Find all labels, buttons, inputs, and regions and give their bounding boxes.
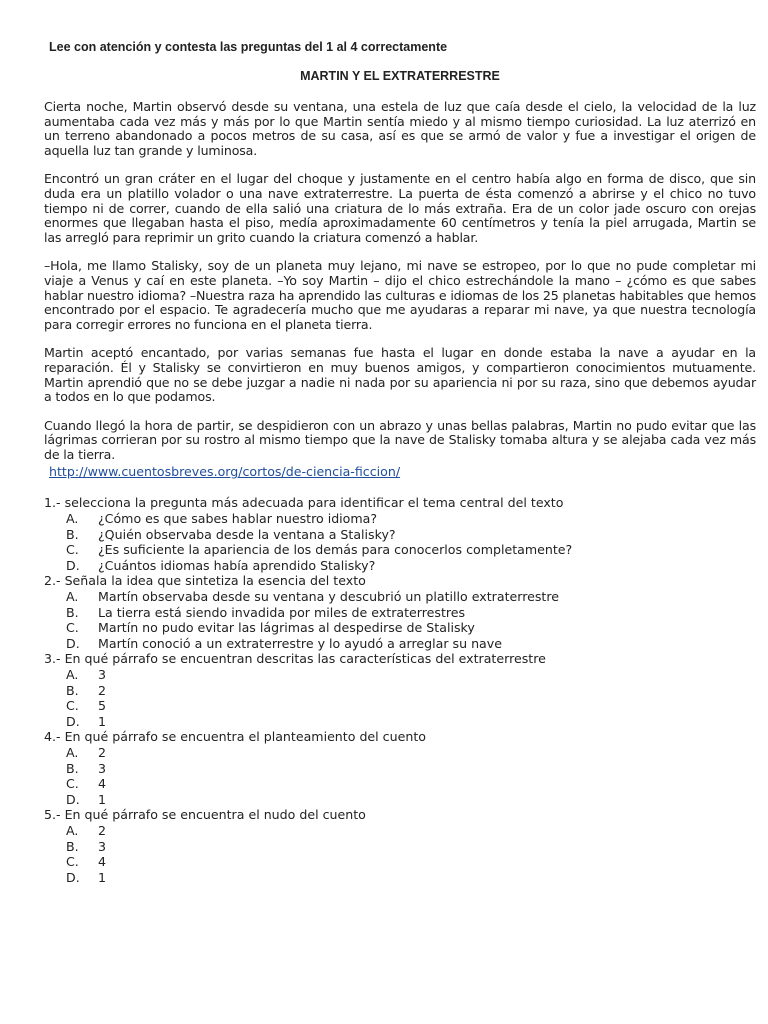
option-d: D. 1 bbox=[66, 869, 107, 885]
option-b: B. 3 bbox=[66, 760, 107, 776]
option-c: C. 5 bbox=[66, 698, 107, 714]
story-title: MARTIN Y EL EXTRATERRESTRE bbox=[300, 69, 500, 83]
source-link[interactable]: http://www.cuentosbreves.org/cortos/de-ciencia-ficcion/ bbox=[49, 464, 401, 480]
paragraph-4: Martin aceptó encantado, por varias semanas fue hasta el lugar en donde estaba la nave a ayudar en la reparación. Él y Stalisky se convirtieron en muy buenos amigos, y compartieron conocimientos mutuamente. Martin aprendió que no se debe juzgar a nadie ni nada por su apariencia ni por su raza, sino que debemos ayudar a todos en lo que podamos. bbox=[44, 345, 756, 405]
option-d: D. ¿Cuántos idiomas había aprendido Stalisky? bbox=[66, 557, 376, 573]
question-3 bbox=[44, 651, 756, 729]
question-1 bbox=[44, 495, 756, 573]
option-a: A. 2 bbox=[66, 822, 107, 838]
option-c: C. ¿Es suficiente la apariencia de los demás para conocerlos completamente? bbox=[66, 542, 573, 558]
options-list bbox=[44, 823, 756, 885]
question-text: 5.- En qué párrafo se encuentra el nudo del cuento bbox=[44, 807, 366, 823]
instructions-heading: Lee con atención y contesta las preguntas del 1 al 4 correctamente bbox=[49, 40, 448, 54]
option-a: A. Martín observaba desde su ventana y descubrió un platillo extraterrestre bbox=[66, 589, 560, 605]
question-2 bbox=[44, 573, 756, 651]
option-d: D. 1 bbox=[66, 713, 107, 729]
option-b: B. 2 bbox=[66, 682, 107, 698]
questions-section bbox=[44, 495, 756, 885]
question-text: 1.- selecciona la pregunta más adecuada para identificar el tema central del texto bbox=[44, 495, 564, 511]
option-b: B. La tierra está siendo invadida por miles de extraterrestres bbox=[66, 604, 466, 620]
option-a: A. ¿Cómo es que sabes hablar nuestro idioma? bbox=[66, 511, 378, 527]
option-c: C. Martín no pudo evitar las lágrimas al despedirse de Stalisky bbox=[66, 620, 475, 636]
document-page bbox=[44, 40, 756, 885]
option-a: A. 3 bbox=[66, 667, 107, 682]
option-a: A. 2 bbox=[66, 744, 107, 760]
paragraph-1: Cierta noche, Martin observó desde su ventana, una estela de luz que caía desde el cielo, la velocidad de la luz aumentaba cada vez más y más por lo que Martin sentía miedo y al mismo tiempo curiosidad. La luz aterrizó en un terreno abandonado a pocos metros de su casa, así es que se armó de valor y fue a investigar el origen de aquella luz tan grande y luminosa. bbox=[44, 99, 756, 158]
question-text: 2.- Señala la idea que sintetiza la esencia del texto bbox=[44, 573, 366, 589]
paragraph-5: Cuando llegó la hora de partir, se despidieron con un abrazo y unas bellas palabras, Martin no pudo evitar que las lágrimas corrieran por su rostro al mismo tiempo que la nave de Stalisky tomaba altura y se alejaba cada vez más de la tierra. bbox=[44, 417, 756, 462]
question-5 bbox=[44, 807, 756, 885]
options-list bbox=[44, 745, 756, 807]
option-b: B. ¿Quién observaba desde la ventana a Stalisky? bbox=[66, 526, 396, 542]
paragraph-2: Encontró un gran cráter en el lugar del choque y justamente en el centro había algo en forma de disco, que sin duda era un platillo volador o una nave extraterrestre. La puerta de ésta comenzó a abrirse y el chico no tuvo tiempo ni de correr, cuando de ella salió una criatura de lo más extraña. Era de un color jade oscuro con orejas enormes que llegaban hasta el piso, medía aproximadamente 60 centímetros y tenía la piel arrugada, Martin se las arregló para reprimir un grito cuando la criatura comenzó a hablar. bbox=[44, 171, 756, 245]
question-text: 3.- En qué párrafo se encuentran descritas las características del extraterrestre bbox=[44, 651, 546, 667]
option-d: D. Martín conoció a un extraterrestre y lo ayudó a arreglar su nave bbox=[66, 635, 502, 651]
paragraph-3: –Hola, me llamo Stalisky, soy de un planeta muy lejano, mi nave se estropeo, por lo que no pude completar mi viaje a Venus y caí en este planeta. –Yo soy Martin – dijo el chico estrechándole la mano – ¿cómo es que sabes hablar nuestro idioma? –Nuestra raza ha aprendido las culturas e idiomas de los 25 planetas habitables que hemos encontrado por el espacio. Te agradecería mucho que me ayudaras a reparar mi nave, ya que nuestra tecnología para corregir errores no funciona en el planeta tierra. bbox=[44, 258, 756, 332]
question-text: 4.- En qué párrafo se encuentra el planteamiento del cuento bbox=[44, 729, 426, 745]
option-d: D. 1 bbox=[66, 791, 107, 807]
option-c: C. 4 bbox=[66, 776, 107, 792]
options-list bbox=[44, 667, 756, 729]
option-c: C. 4 bbox=[66, 854, 107, 870]
question-4 bbox=[44, 729, 756, 807]
options-list bbox=[44, 511, 756, 573]
options-list bbox=[44, 589, 756, 651]
option-b: B. 3 bbox=[66, 838, 107, 854]
